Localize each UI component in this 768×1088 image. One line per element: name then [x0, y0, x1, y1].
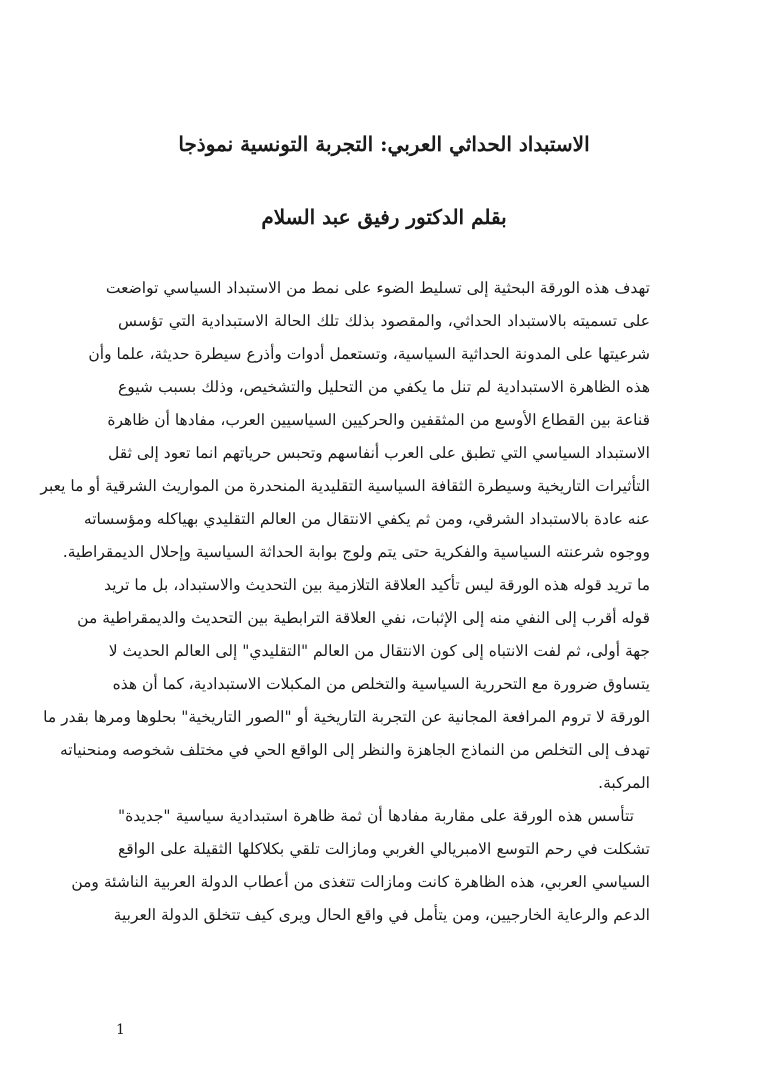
- paragraph-line: التأثيرات التاريخية وسيطرة الثقافة السياسية التقليدية المنحدرة من المواريث الشرقية أو ما يعبر: [40, 477, 650, 495]
- paragraph-line: الورقة لا تروم المرافعة المجانية عن التجربة التاريخية أو "الصور التاريخية" بحلوها ومرها بقدر ما: [43, 708, 650, 726]
- page-number: 1: [116, 1022, 125, 1038]
- paragraph-line: ما تريد قوله هذه الورقة ليس تأكيد العلاقة التلازمية بين التحديث والاستبداد، بل ما تريد: [104, 576, 650, 594]
- paragraph-line: تهدف إلى التخلص من النماذج الجاهزة والنظر إلى الواقع الحي في مختلف شخوصه ومنحنياته: [60, 741, 650, 759]
- paragraph-line: عنه عادة بالاستبداد الشرقي، ومن ثم يكفي الانتقال من العالم التقليدي بهياكله ومؤسساته: [83, 510, 650, 528]
- paragraph-line: قوله أقرب إلى النفي منه إلى الإثبات، نفي العلاقة الترابطية بين التحديث والديمقراطية من: [77, 609, 650, 627]
- paragraph-line: شرعيتها على المدونة الحداثية السياسية، وتستعمل أدوات وأذرع سيطرة حديثة، علما وأن: [88, 345, 650, 363]
- paragraph-line: على تسميته بالاستبداد الحداثي، والمقصود بذلك تلك الحالة الاستبدادية التي تؤسس: [118, 312, 650, 330]
- paragraph-line: المركبة.: [598, 774, 650, 792]
- document-title: الاستبداد الحداثي العربي: التجربة التونسية نموذجا: [178, 132, 590, 156]
- paragraph-line: تهدف هذه الورقة البحثية إلى تسليط الضوء على نمط من الاستبداد السياسي تواضعت: [105, 279, 650, 297]
- paragraph-line: السياسي العربي، هذه الظاهرة كانت ومازالت تتغذى من أعطاب الدولة العربية الناشئة ومن: [71, 873, 650, 891]
- paragraph-line: جهة أولى، ثم لفت الانتباه إلى كون الانتقال من العالم "التقليدي" إلى العالم الحديث لا: [108, 642, 650, 660]
- paragraph-line: تشكلت في رحم التوسع الامبريالي الغربي ومازالت تلقي بكلاكلها الثقيلة على الواقع: [118, 840, 650, 858]
- paragraph-line: يتساوق ضرورة مع التحررية السياسية والتخلص من المكبلات الاستبدادية، كما أن هذه: [112, 675, 650, 693]
- paragraph-line: ووجوه شرعنته السياسية والفكرية حتى يتم ولوج بوابة الحداثة السياسية وإحلال الديمقراطية.: [62, 543, 650, 561]
- paragraph-line: الدعم والرعاية الخارجيين، ومن يتأمل في واقع الحال ويرى كيف تتخلق الدولة العربية: [113, 906, 650, 924]
- body-text: [40, 272, 650, 932]
- paragraph-line: تتأسس هذه الورقة على مقاربة مفادها أن ثمة ظاهرة استبدادية سياسية "جديدة": [118, 807, 634, 825]
- paragraph-line: قناعة بين القطاع الأوسع من المثقفين والحركيين السياسيين العرب، مفادها أن ظاهرة: [107, 411, 650, 429]
- author-byline: بقلم الدكتور رفيق عبد السلام: [261, 205, 507, 229]
- paragraph-line: الاستبداد السياسي التي تطبق على العرب أنفاسهم وتحبس حرياتهم انما تعود إلى ثقل: [108, 444, 650, 462]
- paragraph-line: هذه الظاهرة الاستبدادية لم تنل ما يكفي من التحليل والتشخيص، وذلك بسبب شيوع: [118, 378, 650, 396]
